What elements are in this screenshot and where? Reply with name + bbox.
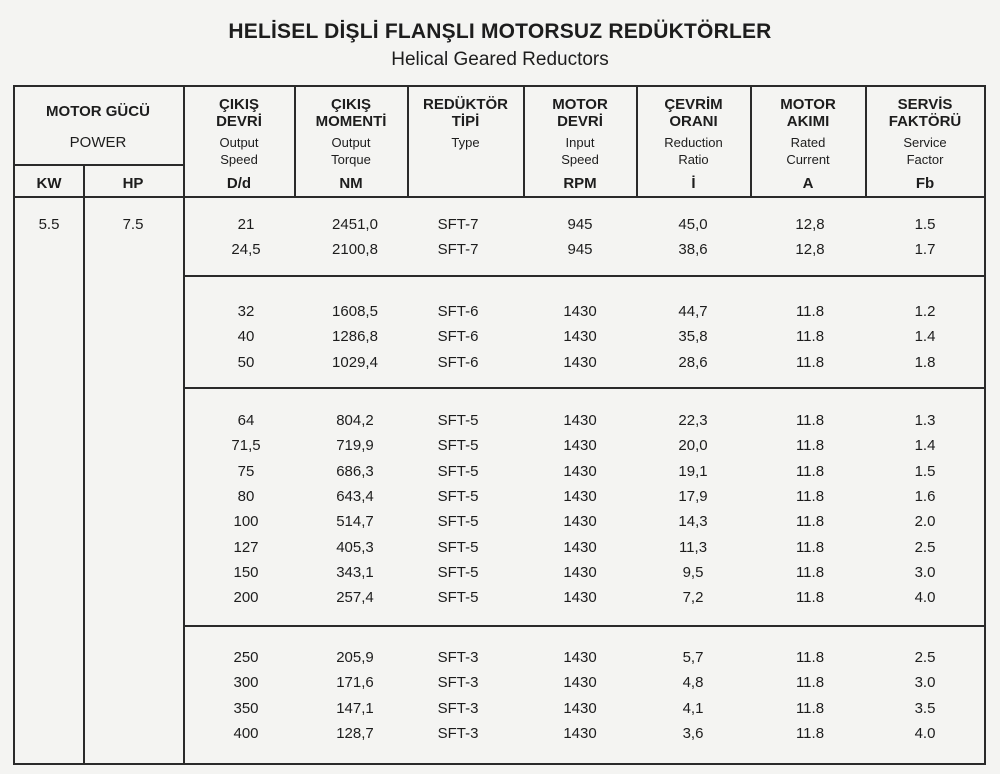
output-speed-cell: 200 bbox=[233, 589, 259, 607]
reductor-type-cell: SFT-7 bbox=[437, 241, 479, 259]
service-factor-cell: 1.2 bbox=[914, 303, 936, 320]
power-divider bbox=[183, 85, 185, 765]
table-bottom-border bbox=[13, 763, 985, 765]
output-speed-cell: 250 bbox=[233, 649, 259, 666]
output-torque-cell: 686,3 bbox=[336, 462, 374, 480]
header-divider bbox=[407, 85, 409, 196]
column-header-en-line2: Ratio bbox=[678, 152, 709, 167]
page-subtitle: Helical Geared Reductors bbox=[391, 49, 609, 70]
column-header-tr-line1: MOTOR bbox=[780, 96, 836, 113]
output-speed-cell: 127 bbox=[233, 538, 259, 556]
service-factor-cell: 1.7 bbox=[914, 241, 936, 259]
reductor-type-cell: SFT-3 bbox=[437, 674, 479, 692]
column-unit: İ bbox=[691, 175, 696, 192]
rated-current-cell: 11.8 bbox=[795, 487, 825, 505]
reductor-type-cell: SFT-5 bbox=[437, 462, 479, 480]
table-row bbox=[0, 560, 1000, 585]
column-unit: RPM bbox=[563, 175, 597, 192]
rated-current-cell: 11.8 bbox=[795, 649, 825, 666]
reduction-ratio-cell: 38,6 bbox=[678, 241, 708, 259]
rated-current-cell: 11.8 bbox=[795, 303, 825, 320]
rated-current-cell: 11.8 bbox=[795, 563, 825, 581]
input-speed-cell: 1430 bbox=[563, 724, 597, 742]
output-torque-cell: 405,3 bbox=[336, 538, 374, 556]
table-row bbox=[0, 459, 1000, 484]
column-header-en-line2: Factor bbox=[906, 152, 944, 167]
input-speed-cell: 945 bbox=[567, 216, 593, 233]
reduction-ratio-cell: 20,0 bbox=[678, 437, 708, 455]
rated-current-cell: 11.8 bbox=[795, 538, 825, 556]
table-row bbox=[0, 350, 1000, 375]
column-unit: D/d bbox=[226, 175, 252, 192]
reduction-ratio-cell: 28,6 bbox=[678, 353, 708, 371]
output-torque-cell: 643,4 bbox=[336, 487, 374, 505]
input-speed-cell: 1430 bbox=[563, 328, 597, 346]
reduction-ratio-cell: 11,3 bbox=[678, 538, 708, 556]
output-torque-cell: 343,1 bbox=[336, 563, 374, 581]
column-header-tr-line2: MOMENTİ bbox=[315, 113, 387, 130]
power-header-en: POWER bbox=[69, 134, 127, 151]
service-factor-cell: 1.5 bbox=[914, 462, 936, 480]
rated-current-cell: 11.8 bbox=[795, 328, 825, 346]
reductor-type-cell: SFT-5 bbox=[437, 513, 479, 531]
output-torque-cell: 257,4 bbox=[336, 589, 374, 607]
output-torque-cell: 804,2 bbox=[336, 412, 374, 429]
input-speed-cell: 1430 bbox=[563, 589, 597, 607]
table-row bbox=[0, 535, 1000, 560]
column-header-en-line2: Speed bbox=[220, 152, 258, 167]
column-header-tr-line2: ORANI bbox=[669, 113, 718, 130]
reduction-ratio-cell: 45,0 bbox=[678, 216, 708, 233]
rated-current-cell: 12,8 bbox=[795, 241, 825, 259]
output-torque-cell: 147,1 bbox=[336, 699, 374, 717]
table-row bbox=[0, 721, 1000, 746]
output-torque-cell: 1286,8 bbox=[332, 328, 378, 346]
output-speed-cell: 21 bbox=[237, 216, 255, 233]
column-header-tr-line1: MOTOR bbox=[552, 96, 608, 113]
power-header-tr: MOTOR GÜCÜ bbox=[46, 103, 150, 120]
service-factor-cell: 1.3 bbox=[914, 412, 936, 429]
table-row bbox=[0, 408, 1000, 433]
service-factor-cell: 1.5 bbox=[914, 216, 936, 233]
column-header-en-line1: Output bbox=[331, 135, 371, 150]
column-header-en-line1: Input bbox=[565, 135, 595, 150]
rated-current-cell: 11.8 bbox=[795, 589, 825, 607]
reductor-type-cell: SFT-3 bbox=[437, 724, 479, 742]
rated-current-cell: 11.8 bbox=[795, 513, 825, 531]
input-speed-cell: 1430 bbox=[563, 513, 597, 531]
table-top-border bbox=[13, 85, 985, 87]
table-row bbox=[0, 299, 1000, 324]
header-divider bbox=[750, 85, 752, 196]
reductor-type-cell: SFT-5 bbox=[437, 589, 479, 607]
column-unit: NM bbox=[339, 175, 363, 192]
service-factor-cell: 2.5 bbox=[914, 538, 936, 556]
reduction-ratio-cell: 5,7 bbox=[682, 649, 704, 666]
column-header-tr-line2: FAKTÖRÜ bbox=[888, 113, 962, 130]
column-header-tr-line1: REDÜKTÖR bbox=[423, 96, 508, 113]
header-bottom-border bbox=[13, 196, 985, 198]
output-speed-cell: 400 bbox=[233, 724, 259, 742]
page-title: HELİSEL DİŞLİ FLANŞLI MOTORSUZ REDÜKTÖRLER bbox=[228, 20, 772, 43]
column-header-tr-line1: SERVİS bbox=[897, 96, 953, 113]
header-divider bbox=[294, 85, 296, 196]
hp-header: HP bbox=[122, 175, 144, 192]
header-divider bbox=[865, 85, 867, 196]
reduction-ratio-cell: 17,9 bbox=[678, 487, 708, 505]
output-speed-cell: 150 bbox=[233, 563, 259, 581]
input-speed-cell: 1430 bbox=[563, 462, 597, 480]
column-header-tr-line1: ÇIKIŞ bbox=[218, 96, 259, 113]
service-factor-cell: 3.5 bbox=[914, 699, 936, 717]
group-divider bbox=[184, 625, 984, 627]
group-divider bbox=[184, 387, 984, 389]
output-torque-cell: 2100,8 bbox=[332, 241, 378, 259]
power-header-divider bbox=[13, 164, 183, 166]
output-speed-cell: 50 bbox=[237, 353, 255, 371]
output-speed-cell: 300 bbox=[233, 674, 259, 692]
table-row bbox=[0, 670, 1000, 695]
header-divider bbox=[523, 85, 525, 196]
reduction-ratio-cell: 19,1 bbox=[678, 462, 708, 480]
output-torque-cell: 205,9 bbox=[336, 649, 374, 666]
column-header-tr-line2: DEVRİ bbox=[557, 113, 603, 130]
power-hp-value: 7.5 bbox=[122, 216, 144, 233]
output-speed-cell: 40 bbox=[237, 328, 255, 346]
rated-current-cell: 11.8 bbox=[795, 674, 825, 692]
column-header-en-line1: Type bbox=[451, 135, 480, 150]
table-row bbox=[0, 585, 1000, 610]
reductor-type-cell: SFT-3 bbox=[437, 699, 479, 717]
output-torque-cell: 514,7 bbox=[336, 513, 374, 531]
column-unit: Fb bbox=[915, 175, 935, 192]
rated-current-cell: 11.8 bbox=[795, 724, 825, 742]
kw-header: KW bbox=[36, 175, 62, 192]
table-row bbox=[0, 237, 1000, 262]
service-factor-cell: 1.8 bbox=[914, 353, 936, 371]
output-torque-cell: 719,9 bbox=[336, 437, 374, 455]
column-header-en-line2: Current bbox=[786, 152, 830, 167]
input-speed-cell: 1430 bbox=[563, 412, 597, 429]
reductor-type-cell: SFT-6 bbox=[437, 328, 479, 346]
service-factor-cell: 2.5 bbox=[914, 649, 936, 666]
column-header-en-line1: Output bbox=[219, 135, 259, 150]
reductor-type-cell: SFT-5 bbox=[437, 538, 479, 556]
service-factor-cell: 1.6 bbox=[914, 487, 936, 505]
column-header-tr-line1: ÇEVRİM bbox=[664, 96, 723, 113]
reductor-type-cell: SFT-5 bbox=[437, 487, 479, 505]
output-speed-cell: 24,5 bbox=[231, 241, 261, 259]
output-torque-cell: 2451,0 bbox=[332, 216, 378, 233]
input-speed-cell: 1430 bbox=[563, 563, 597, 581]
output-speed-cell: 71,5 bbox=[231, 437, 261, 455]
input-speed-cell: 1430 bbox=[563, 353, 597, 371]
column-header-en-line1: Rated bbox=[790, 135, 826, 150]
reductor-type-cell: SFT-3 bbox=[437, 649, 479, 666]
reduction-ratio-cell: 14,3 bbox=[678, 513, 708, 531]
table-row bbox=[0, 645, 1000, 670]
reduction-ratio-cell: 44,7 bbox=[678, 303, 708, 320]
table-right-border bbox=[984, 85, 986, 765]
reduction-ratio-cell: 9,5 bbox=[682, 563, 704, 581]
reduction-ratio-cell: 35,8 bbox=[678, 328, 708, 346]
input-speed-cell: 1430 bbox=[563, 674, 597, 692]
reduction-ratio-cell: 7,2 bbox=[682, 589, 704, 607]
output-speed-cell: 80 bbox=[237, 487, 255, 505]
power-kw-value: 5.5 bbox=[38, 216, 60, 233]
table-row bbox=[0, 433, 1000, 458]
input-speed-cell: 1430 bbox=[563, 487, 597, 505]
output-speed-cell: 64 bbox=[237, 412, 255, 429]
column-header-tr-line2: TİPİ bbox=[451, 113, 480, 130]
reductor-type-cell: SFT-5 bbox=[437, 437, 479, 455]
kw-hp-divider bbox=[83, 164, 85, 765]
rated-current-cell: 11.8 bbox=[795, 353, 825, 371]
column-header-en-line2: Speed bbox=[561, 152, 599, 167]
column-header-tr-line2: DEVRİ bbox=[216, 113, 262, 130]
column-header-en-line1: Reduction bbox=[664, 135, 723, 150]
output-speed-cell: 100 bbox=[233, 513, 259, 531]
input-speed-cell: 1430 bbox=[563, 699, 597, 717]
input-speed-cell: 1430 bbox=[563, 437, 597, 455]
output-speed-cell: 350 bbox=[233, 699, 259, 717]
column-unit: A bbox=[802, 175, 814, 192]
output-torque-cell: 1608,5 bbox=[332, 303, 378, 320]
input-speed-cell: 1430 bbox=[563, 649, 597, 666]
output-torque-cell: 1029,4 bbox=[332, 353, 378, 371]
reductor-type-cell: SFT-7 bbox=[437, 216, 479, 233]
output-torque-cell: 171,6 bbox=[336, 674, 374, 692]
reduction-ratio-cell: 3,6 bbox=[682, 724, 704, 742]
input-speed-cell: 945 bbox=[567, 241, 593, 259]
table-row bbox=[0, 324, 1000, 349]
service-factor-cell: 4.0 bbox=[914, 724, 936, 742]
header-divider bbox=[636, 85, 638, 196]
rated-current-cell: 11.8 bbox=[795, 699, 825, 717]
service-factor-cell: 3.0 bbox=[914, 674, 936, 692]
reduction-ratio-cell: 4,8 bbox=[682, 674, 704, 692]
service-factor-cell: 4.0 bbox=[914, 589, 936, 607]
column-header-tr-line1: ÇIKIŞ bbox=[330, 96, 371, 113]
service-factor-cell: 1.4 bbox=[914, 328, 936, 346]
table-row bbox=[0, 212, 1000, 237]
reductor-type-cell: SFT-6 bbox=[437, 353, 479, 371]
column-header-en-line2: Torque bbox=[331, 152, 371, 167]
reductor-type-cell: SFT-5 bbox=[437, 563, 479, 581]
reductor-type-cell: SFT-6 bbox=[437, 303, 479, 320]
rated-current-cell: 11.8 bbox=[795, 437, 825, 455]
column-header-en-line1: Service bbox=[903, 135, 947, 150]
rated-current-cell: 11.8 bbox=[795, 462, 825, 480]
input-speed-cell: 1430 bbox=[563, 303, 597, 320]
table-row bbox=[0, 696, 1000, 721]
table-row bbox=[0, 509, 1000, 534]
table-row bbox=[0, 484, 1000, 509]
service-factor-cell: 2.0 bbox=[914, 513, 936, 531]
table-left-border bbox=[13, 85, 15, 765]
service-factor-cell: 3.0 bbox=[914, 563, 936, 581]
output-speed-cell: 75 bbox=[237, 462, 255, 480]
reduction-ratio-cell: 4,1 bbox=[682, 699, 704, 717]
group-divider bbox=[184, 275, 984, 277]
output-torque-cell: 128,7 bbox=[336, 724, 374, 742]
reductor-type-cell: SFT-5 bbox=[437, 412, 479, 429]
input-speed-cell: 1430 bbox=[563, 538, 597, 556]
column-header-tr-line2: AKIMI bbox=[786, 113, 830, 130]
service-factor-cell: 1.4 bbox=[914, 437, 936, 455]
rated-current-cell: 12,8 bbox=[795, 216, 825, 233]
output-speed-cell: 32 bbox=[237, 303, 255, 320]
reduction-ratio-cell: 22,3 bbox=[678, 412, 708, 429]
rated-current-cell: 11.8 bbox=[795, 412, 825, 429]
